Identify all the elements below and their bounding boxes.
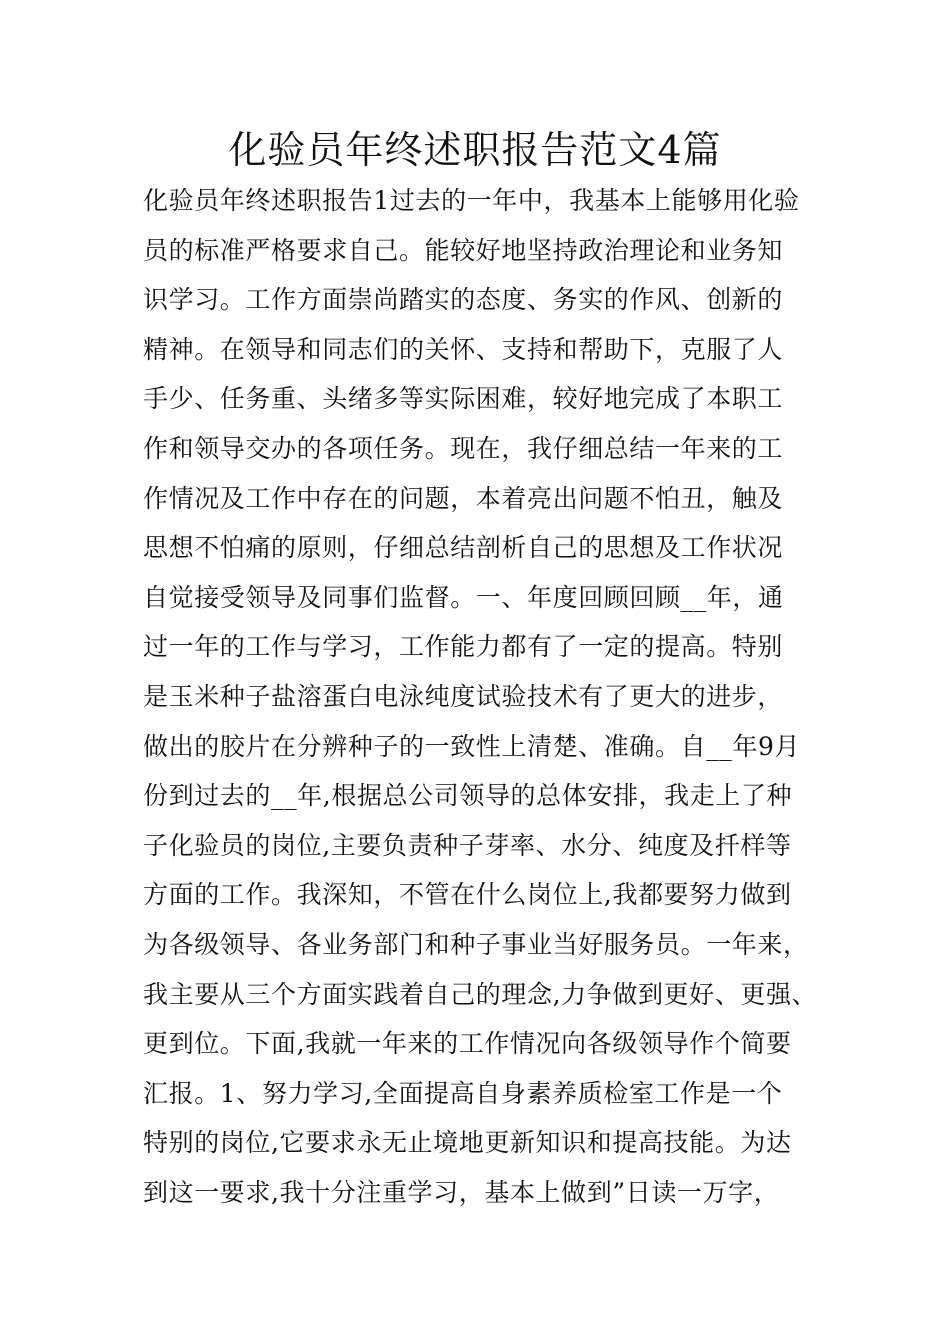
body-line: 做出的胶片在分辨种子的一致性上清楚、准确。自__年9月 <box>143 731 801 761</box>
body-line: 更到位。下面,我就一年来的工作情况向各级领导作个简要 <box>143 1029 792 1059</box>
document-body <box>143 176 843 1217</box>
body-line: 化验员年终述职报告1过去的一年中，我基本上能够用化验 <box>143 186 800 215</box>
body-line: 子化验员的岗位,主要负责种子芽率、水分、纯度及扦样等 <box>143 830 792 860</box>
body-line: 特别的岗位,它要求永无止境地更新知识和提高技能。为达 <box>143 1128 792 1158</box>
body-line: 份到过去的__年,根据总公司领导的总体安排，我走上了种 <box>143 781 793 811</box>
body-line: 过一年的工作与学习，工作能力都有了一定的提高。特别 <box>143 632 784 662</box>
body-line: 我主要从三个方面实践着自己的理念,力争做到更好、更强、 <box>143 979 818 1009</box>
body-line: 作情况及工作中存在的问题，本着亮出问题不怕丑，触及 <box>143 483 784 513</box>
body-line: 方面的工作。我深知，不管在什么岗位上,我都要努力做到 <box>143 880 792 910</box>
body-line: 自觉接受领导及同事们监督。一、年度回顾回顾__年，通 <box>143 582 784 612</box>
body-line: 为各级领导、各业务部门和种子事业当好服务员。一年来， <box>143 929 809 959</box>
body-line: 精神。在领导和同志们的关怀、支持和帮助下，克服了人 <box>143 334 784 364</box>
document-title: 化验员年终述职报告范文4篇 <box>228 128 722 172</box>
body-line: 到这一要求,我十分注重学习，基本上做到”日读一万字， <box>143 1177 780 1207</box>
body-line: 是玉米种子盐溶蛋白电泳纯度试验技术有了更大的进步， <box>143 681 784 711</box>
body-line: 员的标准严格要求自己。能较好地坚持政治理论和业务知 <box>143 235 784 265</box>
body-line: 思想不怕痛的原则，仔细总结剖析自己的思想及工作状况 <box>143 533 784 563</box>
body-line: 汇报。1、努力学习,全面提高自身素养质检室工作是一个 <box>143 1078 783 1108</box>
body-line: 手少、任务重、头绪多等实际困难，较好地完成了本职工 <box>143 384 784 414</box>
body-line: 作和领导交办的各项任务。现在，我仔细总结一年来的工 <box>143 433 784 463</box>
body-line: 识学习。工作方面崇尚踏实的态度、务实的作风、创新的 <box>143 285 784 315</box>
